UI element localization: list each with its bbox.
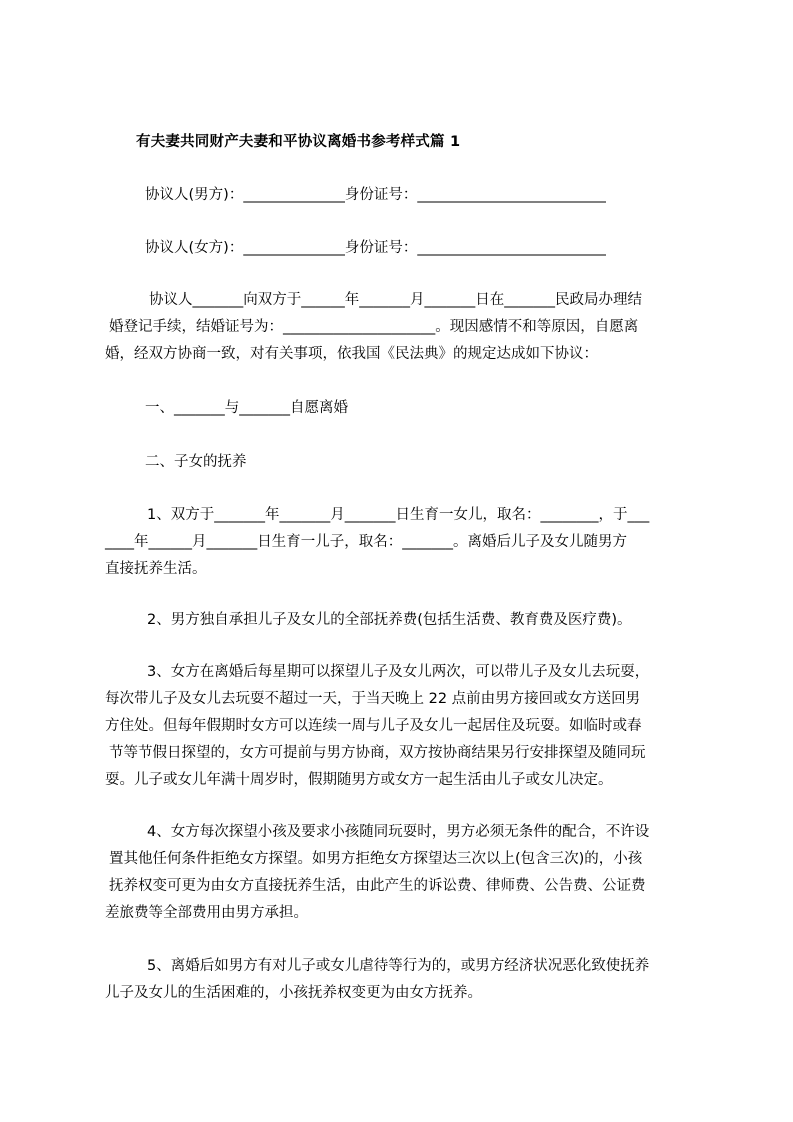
clause-3-line: 耍。儿子或女儿年满十周岁时，假期随男方或女方一起生活由儿子或女儿决定。 [105,772,613,788]
document-title: 有夫妻共同财产夫妻和平协议离婚书参考样式篇 1 [136,134,461,150]
section-2-heading: 二、子女的抚养 [145,454,247,470]
clause-1-line: 直接抚养生活。 [105,561,207,577]
clause-3-line: 方住处。但每年假期时女方可以连续一周与儿子及女儿一起居住及玩耍。如临时或春 [105,718,642,734]
clause-2-line: 2、男方独自承担儿子及女儿的全部抚养费(包括生活费、教育费及医疗费)。 [147,612,632,628]
clause-1-line: 1、双方于_______年_______月_______日生育一女儿，取名：________，于___ [147,507,650,523]
intro-line: 婚，经双方协商一致，对有关事项，依我国《民法典》的规定达成如下协议： [105,346,598,362]
clause-4-line: 置其他任何条件拒绝女方探望。如男方拒绝女方探望达三次以上(包含三次)的，小孩 [109,851,643,867]
section-1-heading: 一、_______与_______自愿离婚 [145,400,348,416]
intro-line: 婚登记手续，结婚证号为：_____________________。现因感情不和等原因，自愿离 [109,319,639,335]
party-female-line: 协议人(女方)：______________身份证号：__________________________ [145,240,606,256]
clause-5-line: 5、离婚后如男方有对儿子或女儿虐待等行为的，或男方经济状况恶化致使抚养 [147,958,650,974]
clause-4-line: 差旅费等全部费用由男方承担。 [105,905,308,921]
clause-3-line: 每次带儿子及女儿去玩耍不超过一天，于当天晚上 22 点前由男方接回或女方送回男 [105,691,641,707]
clause-3-line: 3、女方在离婚后每星期可以探望儿子及女儿两次，可以带儿子及女儿去玩耍， [147,664,650,680]
party-male-line: 协议人(男方)：______________身份证号：__________________________ [145,187,606,203]
clause-1-line: ____年______月_______日生育一儿子，取名：_______。离婚后儿子及女儿随男方 [105,534,627,550]
clause-5-line: 儿子及女儿的生活困难的，小孩抚养权变更为由女方抚养。 [105,985,482,1001]
intro-line: 协议人_______向双方于______年_______月_______日在_______民政局办理结 [149,292,642,308]
clause-4-line: 4、女方每次探望小孩及要求小孩随同玩耍时，男方必须无条件的配合，不许设 [147,824,650,840]
clause-3-line: 节等节假日探望的，女方可提前与男方协商，双方按协商结果另行安排探望及随同玩 [109,745,646,761]
clause-4-line: 抚养权变可更为由女方直接抚养生活，由此产生的诉讼费、律师费、公告费、公证费 [109,878,646,894]
